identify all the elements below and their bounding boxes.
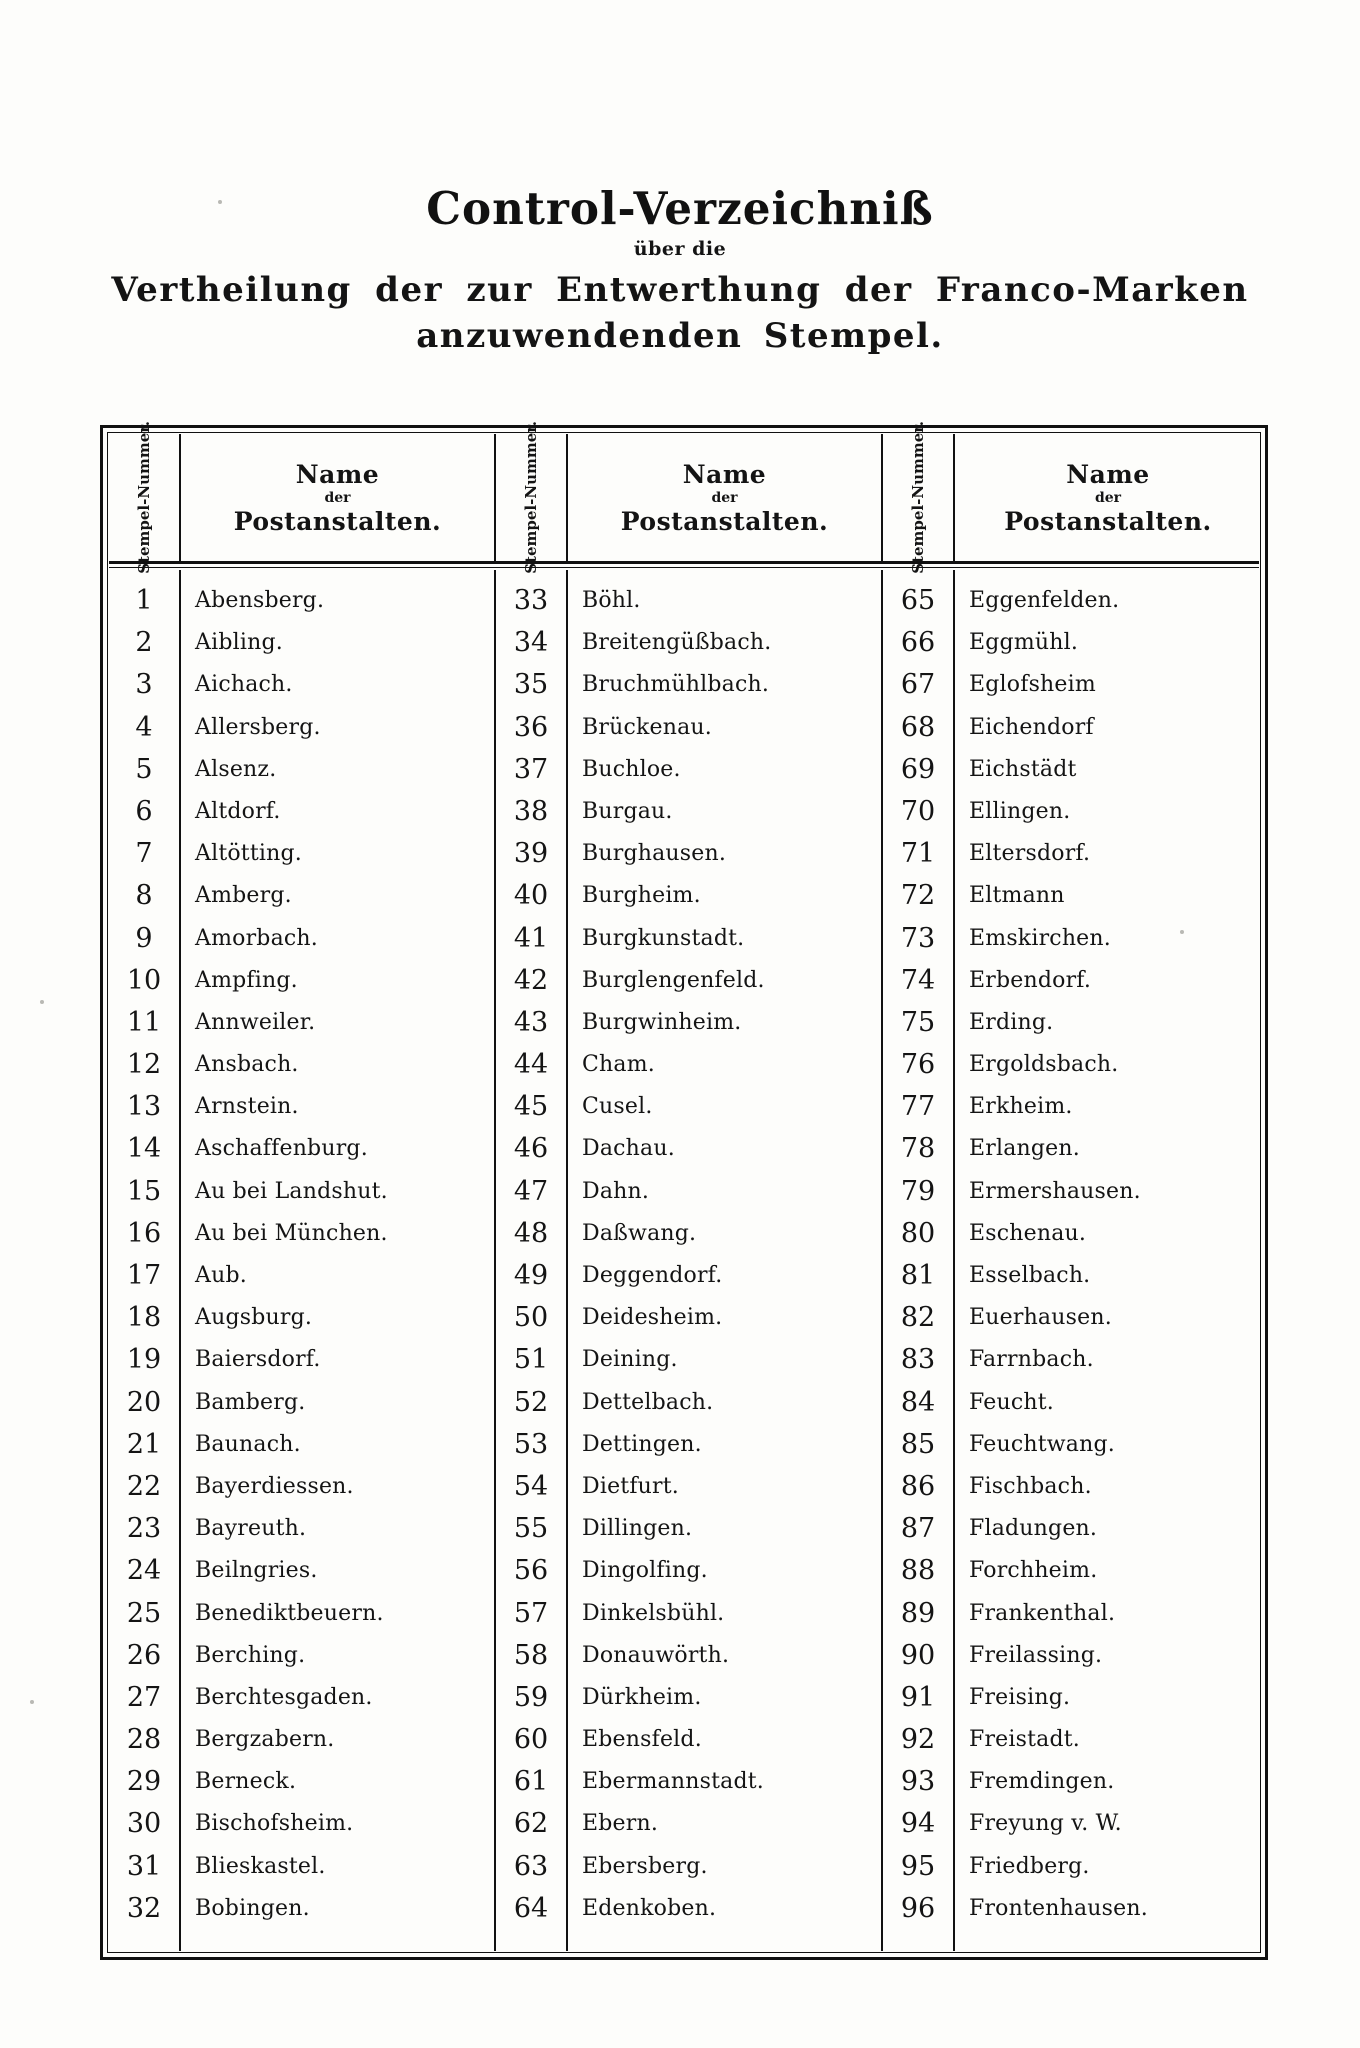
post-office-name-cell: Ebermannstadt. (582, 1769, 764, 1795)
stamp-number-cell: 27 (126, 1681, 162, 1713)
column-header-number-label-2: Stempel-Nummer. (521, 421, 540, 574)
post-office-name-cell: Cham. (582, 1052, 655, 1078)
stamp-number-cell: 45 (513, 1091, 549, 1123)
stamp-number-cell: 73 (900, 922, 936, 954)
stamp-number-cell: 78 (900, 1133, 936, 1165)
post-office-name-cell: Benediktbeuern. (195, 1600, 384, 1626)
stamp-number-cell: 14 (126, 1133, 162, 1165)
document-subtitle-line2: anzuwendenden Stempel. (416, 316, 944, 357)
post-office-name-cell: Eltmann (969, 883, 1065, 909)
stamp-number-cell: 52 (513, 1386, 549, 1418)
stamp-number-cell: 67 (900, 669, 936, 701)
scan-speckle (30, 1700, 34, 1704)
stamp-number-cell: 59 (513, 1681, 549, 1713)
stamp-number-cell: 24 (126, 1555, 162, 1587)
post-office-name-cell: Erding. (969, 1009, 1054, 1035)
post-office-name-cell: Dettingen. (582, 1431, 702, 1457)
post-office-name-cell: Donauwörth. (582, 1642, 730, 1668)
post-office-name-cell: Ebersberg. (582, 1853, 708, 1879)
stamp-number-cell: 28 (126, 1724, 162, 1756)
post-office-name-cell: Altdorf. (195, 798, 281, 824)
column-header-name-line1-3: Name (1066, 459, 1150, 489)
stamp-number-cell: 3 (135, 669, 153, 701)
column-header-number-1 (109, 421, 181, 574)
stamp-number-cell: 25 (126, 1597, 162, 1629)
stamp-number-cell: 21 (126, 1428, 162, 1460)
post-office-name-cell: Dettelbach. (582, 1389, 714, 1415)
scan-speckle (218, 200, 222, 204)
post-office-name-cell: Burgwinheim. (582, 1009, 742, 1035)
stamp-number-cell: 56 (513, 1555, 549, 1587)
stamp-number-cell: 41 (513, 922, 549, 954)
document-subtitle-line1: Vertheilung der zur Entwerthung der Franco-Marken (111, 270, 1249, 311)
post-office-name-cell: Dingolfing. (582, 1558, 708, 1584)
stamp-number-cell: 15 (126, 1175, 162, 1207)
post-office-name-cell: Dachau. (582, 1136, 675, 1162)
column-header-name-line2-2: der (711, 489, 738, 506)
column-header-number-2 (496, 421, 568, 574)
post-office-name-cell: Eggmühl. (969, 630, 1079, 656)
post-office-name-cell: Frankenthal. (969, 1600, 1116, 1626)
post-office-name-cell: Friedberg. (969, 1853, 1090, 1879)
post-office-name-cell: Baiersdorf. (195, 1347, 321, 1373)
post-office-name-cell: Eichstädt (969, 756, 1077, 782)
post-office-name-cell: Bergzabern. (195, 1727, 335, 1753)
stamp-number-cell: 74 (900, 964, 936, 996)
number-column-1 (109, 570, 181, 1951)
stamp-number-cell: 40 (513, 880, 549, 912)
stamp-number-cell: 62 (513, 1808, 549, 1840)
post-office-name-cell: Fladungen. (969, 1516, 1098, 1542)
stamp-number-cell: 48 (513, 1217, 549, 1249)
post-office-name-cell: Burghausen. (582, 841, 727, 867)
post-office-name-cell: Allersberg. (195, 714, 321, 740)
stamp-number-cell: 39 (513, 838, 549, 870)
column-header-number-label-3: Stempel-Nummer. (908, 421, 927, 574)
post-office-name-cell: Amberg. (195, 883, 292, 909)
stamp-number-cell: 47 (513, 1175, 549, 1207)
stamp-number-cell: 72 (900, 880, 936, 912)
stamp-number-cell: 50 (513, 1302, 549, 1334)
stamp-number-cell: 77 (900, 1091, 936, 1123)
stamp-number-cell: 92 (900, 1724, 936, 1756)
stamp-number-cell: 6 (135, 795, 153, 827)
stamp-number-cell: 61 (513, 1766, 549, 1798)
post-office-name-cell: Blieskastel. (195, 1853, 326, 1879)
post-office-name-cell: Breitengüßbach. (582, 630, 772, 656)
post-office-name-cell: Erkheim. (969, 1094, 1073, 1120)
stamp-number-cell: 12 (126, 1049, 162, 1081)
stamp-number-cell: 13 (126, 1091, 162, 1123)
stamp-number-cell: 8 (135, 880, 153, 912)
post-office-name-cell: Berneck. (195, 1769, 297, 1795)
post-office-name-cell: Freyung v. W. (969, 1811, 1122, 1837)
post-office-name-cell: Arnstein. (195, 1094, 299, 1120)
stamp-number-cell: 57 (513, 1597, 549, 1629)
post-office-name-cell: Deggendorf. (582, 1263, 723, 1288)
stamp-number-cell: 29 (126, 1766, 162, 1798)
column-header-number-label-1: Stempel-Nummer. (134, 421, 153, 574)
stamp-number-cell: 80 (900, 1217, 936, 1249)
post-office-name-cell: Bamberg. (195, 1389, 306, 1415)
column-header-name-line3-2: Postanstalten. (620, 506, 829, 536)
name-column-1 (181, 570, 496, 1951)
stamp-number-cell: 58 (513, 1639, 549, 1671)
post-office-name-cell: Alsenz. (195, 756, 277, 782)
document-title: Control-Verzeichniß (426, 182, 934, 235)
post-office-name-cell: Au bei München. (195, 1220, 388, 1246)
stamp-number-cell: 7 (135, 838, 153, 870)
stamp-number-cell: 32 (126, 1892, 162, 1924)
post-office-name-cell: Baunach. (195, 1431, 301, 1457)
post-office-name-cell: Burgau. (582, 798, 673, 824)
post-office-name-cell: Esselbach. (969, 1263, 1091, 1288)
post-office-name-cell: Bayreuth. (195, 1516, 307, 1542)
post-office-name-cell: Burgheim. (582, 883, 701, 909)
post-office-name-cell: Ergoldsbach. (969, 1052, 1119, 1078)
stamp-number-cell: 81 (900, 1260, 936, 1291)
post-office-name-cell: Böhl. (582, 588, 641, 613)
stamp-number-cell: 93 (900, 1766, 936, 1798)
post-office-name-cell: Ellingen. (969, 798, 1071, 824)
post-office-name-cell: Erbendorf. (969, 967, 1092, 993)
stamp-number-cell: 51 (513, 1344, 549, 1376)
stamp-number-cell: 76 (900, 1049, 936, 1081)
post-office-name-cell: Burgkunstadt. (582, 925, 745, 951)
stamp-number-cell: 66 (900, 627, 936, 659)
stamp-number-cell: 83 (900, 1344, 936, 1376)
stamp-number-cell: 22 (126, 1470, 162, 1502)
post-office-name-cell: Berchtesgaden. (195, 1684, 373, 1710)
post-office-name-cell: Ebern. (582, 1811, 659, 1837)
number-column-2 (496, 570, 568, 1951)
stamp-number-cell: 90 (900, 1639, 936, 1671)
post-office-name-cell: Feuchtwang. (969, 1431, 1115, 1457)
stamp-number-cell: 49 (513, 1260, 549, 1291)
post-office-name-cell: Brückenau. (582, 714, 712, 740)
stamp-number-cell: 60 (513, 1724, 549, 1756)
post-office-name-cell: Au bei Landshut. (195, 1178, 388, 1204)
stamp-number-cell: 87 (900, 1513, 936, 1545)
post-office-name-cell: Dietfurt. (582, 1473, 679, 1499)
post-office-name-cell: Dillingen. (582, 1516, 693, 1542)
post-office-name-cell: Cusel. (582, 1094, 653, 1120)
stamp-number-cell: 19 (126, 1344, 162, 1376)
stamp-number-cell: 36 (513, 711, 549, 743)
post-office-name-cell: Farrnbach. (969, 1347, 1094, 1373)
stamp-number-cell: 33 (513, 585, 549, 616)
column-header-name-line2-3: der (1094, 489, 1122, 506)
post-office-name-cell: Freistadt. (969, 1727, 1081, 1753)
stamp-number-cell: 68 (900, 711, 936, 743)
stamp-number-cell: 1 (135, 585, 153, 616)
post-office-name-cell: Aibling. (195, 630, 283, 656)
column-header-name-line1-2: Name (682, 459, 767, 489)
post-office-name-cell: Eichendorf (969, 714, 1094, 740)
column-header-name-2 (568, 434, 883, 561)
column-header-name-line3-3: Postanstalten. (1004, 506, 1212, 536)
table-body (109, 570, 1259, 1951)
post-office-name-cell: Bayerdiessen. (195, 1473, 354, 1499)
column-header-number-3 (883, 421, 955, 574)
column-header-name-line1-1: Name (295, 459, 380, 489)
post-office-name-cell: Dinkelsbühl. (582, 1600, 725, 1626)
stamp-number-cell: 42 (513, 964, 549, 996)
stamp-number-cell: 26 (126, 1639, 162, 1671)
stamp-number-cell: 30 (126, 1808, 162, 1840)
post-office-name-cell: Annweiler. (195, 1009, 316, 1035)
stamp-number-cell: 75 (900, 1006, 936, 1038)
stamp-number-cell: 84 (900, 1386, 936, 1418)
post-office-name-cell: Beilngries. (195, 1558, 318, 1584)
post-office-name-cell: Dürkheim. (582, 1684, 702, 1710)
post-office-name-cell: Altötting. (195, 841, 302, 867)
post-office-name-cell: Feucht. (969, 1389, 1054, 1415)
post-office-name-cell: Eggenfelden. (969, 588, 1120, 613)
stamp-number-cell: 31 (126, 1850, 162, 1882)
post-office-name-cell: Edenkoben. (582, 1895, 717, 1921)
stamp-number-cell: 53 (513, 1428, 549, 1460)
post-office-name-cell: Aichach. (195, 672, 293, 698)
stamp-number-cell: 4 (135, 711, 153, 743)
post-office-name-cell: Burglengenfeld. (582, 967, 765, 993)
stamp-number-cell: 16 (126, 1217, 162, 1249)
stamp-number-cell: 46 (513, 1133, 549, 1165)
post-office-name-cell: Buchloe. (582, 756, 681, 782)
post-office-name-cell: Augsburg. (195, 1305, 313, 1331)
post-office-name-cell: Bobingen. (195, 1895, 310, 1921)
post-office-name-cell: Freising. (969, 1684, 1071, 1710)
post-office-name-cell: Erlangen. (969, 1136, 1080, 1162)
name-column-3 (955, 570, 1261, 1951)
stamp-number-cell: 34 (513, 627, 549, 659)
stamp-number-cell: 69 (900, 753, 936, 785)
document-title-block (0, 182, 1360, 357)
stamp-number-cell: 10 (126, 964, 162, 996)
stamp-number-cell: 91 (900, 1681, 936, 1713)
post-office-name-cell: Deidesheim. (582, 1305, 723, 1331)
stamp-number-cell: 65 (900, 585, 936, 616)
column-header-name-line2-1: der (324, 489, 351, 506)
control-list-table (100, 421, 1268, 1960)
post-office-name-cell: Eglofsheim (969, 672, 1096, 698)
stamp-number-cell: 94 (900, 1808, 936, 1840)
stamp-number-cell: 96 (900, 1892, 936, 1924)
stamp-number-cell: 55 (513, 1513, 549, 1545)
post-office-name-cell: Daßwang. (582, 1220, 697, 1246)
stamp-number-cell: 64 (513, 1892, 549, 1924)
stamp-number-cell: 17 (126, 1260, 162, 1291)
post-office-name-cell: Eschenau. (969, 1220, 1087, 1246)
stamp-number-cell: 35 (513, 669, 549, 701)
stamp-number-cell: 70 (900, 795, 936, 827)
stamp-number-cell: 20 (126, 1386, 162, 1418)
stamp-number-cell: 18 (126, 1302, 162, 1334)
post-office-name-cell: Amorbach. (195, 925, 318, 951)
stamp-number-cell: 44 (513, 1049, 549, 1081)
stamp-number-cell: 5 (135, 753, 153, 785)
post-office-name-cell: Ampfing. (195, 967, 298, 993)
column-header-name-3 (955, 434, 1261, 561)
stamp-number-cell: 85 (900, 1428, 936, 1460)
post-office-name-cell: Fremdingen. (969, 1769, 1115, 1795)
post-office-name-cell: Aub. (195, 1263, 247, 1288)
stamp-number-cell: 89 (900, 1597, 936, 1629)
post-office-name-cell: Frontenhausen. (969, 1895, 1148, 1921)
scan-speckle (40, 1000, 44, 1004)
document-subtitle-connector: über die (633, 238, 727, 261)
stamp-number-cell: 37 (513, 753, 549, 785)
stamp-number-cell: 79 (900, 1175, 936, 1207)
post-office-name-cell: Ebensfeld. (582, 1727, 702, 1753)
stamp-number-cell: 71 (900, 838, 936, 870)
post-office-name-cell: Eltersdorf. (969, 841, 1091, 867)
name-column-2 (568, 570, 883, 1951)
stamp-number-cell: 54 (513, 1470, 549, 1502)
post-office-name-cell: Bischofsheim. (195, 1811, 354, 1837)
stamp-number-cell: 38 (513, 795, 549, 827)
stamp-number-cell: 11 (126, 1006, 162, 1038)
post-office-name-cell: Freilassing. (969, 1642, 1103, 1668)
post-office-name-cell: Ansbach. (195, 1052, 299, 1078)
post-office-name-cell: Ermershausen. (969, 1178, 1141, 1204)
post-office-name-cell: Dahn. (582, 1178, 650, 1204)
stamp-number-cell: 88 (900, 1555, 936, 1587)
scan-speckle (1180, 930, 1184, 934)
stamp-number-cell: 43 (513, 1006, 549, 1038)
post-office-name-cell: Fischbach. (969, 1473, 1092, 1499)
column-header-name-1 (181, 434, 496, 561)
post-office-name-cell: Euerhausen. (969, 1305, 1112, 1331)
stamp-number-cell: 23 (126, 1513, 162, 1545)
stamp-number-cell: 95 (900, 1850, 936, 1882)
stamp-number-cell: 82 (900, 1302, 936, 1334)
post-office-name-cell: Abensberg. (195, 588, 325, 613)
post-office-name-cell: Berching. (195, 1642, 306, 1668)
stamp-number-cell: 86 (900, 1470, 936, 1502)
post-office-name-cell: Emskirchen. (969, 925, 1111, 951)
column-header-name-line3-1: Postanstalten. (233, 506, 442, 536)
stamp-number-cell: 9 (135, 922, 153, 954)
post-office-name-cell: Forchheim. (969, 1558, 1098, 1584)
number-column-3 (883, 570, 955, 1951)
post-office-name-cell: Bruchmühlbach. (582, 672, 770, 698)
stamp-number-cell: 63 (513, 1850, 549, 1882)
stamp-number-cell: 2 (135, 627, 153, 659)
post-office-name-cell: Aschaffenburg. (195, 1136, 368, 1162)
post-office-name-cell: Deining. (582, 1347, 678, 1373)
table-header-row (109, 421, 1259, 574)
